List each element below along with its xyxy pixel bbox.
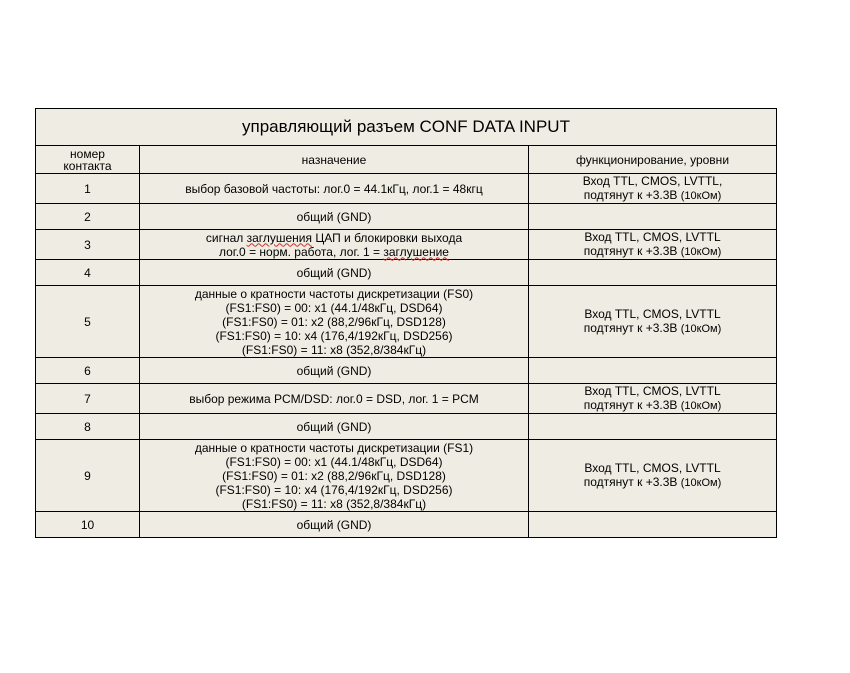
function-line: Вход TTL, CMOS, LVTTL (584, 384, 721, 398)
contact-number: 3 (36, 230, 140, 260)
purpose-line: лог.0 = норм. работа, лог. 1 = заглушение (219, 244, 449, 259)
contact-purpose: общий (GND) (140, 204, 529, 230)
purpose-line: сигнал заглушения ЦАП и блокировки выхода (205, 230, 463, 245)
contact-function (529, 230, 777, 260)
purpose-line: (FS1:FS0) = 00: x1 (44.1/48кГц, DSD64) (225, 300, 443, 315)
table-row (36, 512, 777, 538)
contact-purpose: общий (GND) (140, 512, 529, 538)
table-row (36, 174, 777, 204)
purpose-line: (FS1:FS0) = 11: x8 (352,8/384кГц) (241, 342, 427, 357)
contact-number: 1 (36, 174, 140, 204)
contact-number: 4 (36, 260, 140, 286)
header-purpose: назначение (140, 146, 529, 174)
contact-function (529, 384, 777, 414)
purpose-line: данные о кратности частоты дискретизации (FS0) (194, 286, 474, 301)
header-function: функционирование, уровни (529, 146, 777, 174)
table-row (36, 384, 777, 414)
table-row (36, 358, 777, 384)
contact-function (529, 358, 777, 384)
table-row (36, 440, 777, 512)
contact-number: 6 (36, 358, 140, 384)
table-row (36, 230, 777, 260)
contact-purpose: общий (GND) (140, 358, 529, 384)
purpose-line: (FS1:FS0) = 10: x4 (176,4/192кГц, DSD256) (215, 482, 453, 497)
contact-purpose (140, 286, 529, 358)
contact-function (529, 260, 777, 286)
purpose-line: (FS1:FS0) = 01: x2 (88,2/96кГц, DSD128) (222, 314, 446, 329)
contact-function (529, 440, 777, 512)
connector-table (35, 108, 777, 538)
table-row (36, 414, 777, 440)
header-contact-line1: номер (70, 146, 105, 161)
purpose-line: данные о кратности частоты дискретизации (FS1) (194, 440, 474, 455)
purpose-line: (FS1:FS0) = 00: x1 (44.1/48кГц, DSD64) (225, 454, 443, 469)
function-line: подтянут к +3.3В (10кОм) (583, 475, 722, 489)
table-row (36, 286, 777, 358)
contact-purpose: общий (GND) (140, 260, 529, 286)
function-line: Вход TTL, CMOS, LVTTL (584, 461, 721, 475)
contact-number: 8 (36, 414, 140, 440)
function-line: Вход TTL, CMOS, LVTTL (584, 230, 721, 244)
contact-purpose: общий (GND) (140, 414, 529, 440)
purpose-line: (FS1:FS0) = 11: x8 (352,8/384кГц) (241, 496, 427, 511)
header-contact-line2: контакта (63, 158, 112, 173)
contact-function (529, 204, 777, 230)
contact-number: 9 (36, 440, 140, 512)
connector-table-container (35, 108, 776, 538)
function-line: Вход TTL, CMOS, LVTTL, (582, 174, 723, 188)
function-line: подтянут к +3.3В (10кОм) (583, 244, 722, 258)
table-row (36, 260, 777, 286)
header-contact-number (36, 146, 140, 174)
contact-function (529, 512, 777, 538)
contact-function (529, 286, 777, 358)
function-line: Вход TTL, CMOS, LVTTL (584, 307, 721, 321)
table-row (36, 204, 777, 230)
function-line: подтянут к +3.3В (10кОм) (583, 188, 722, 202)
contact-purpose (140, 230, 529, 260)
contact-number: 10 (36, 512, 140, 538)
contact-purpose: выбор режима PCM/DSD: лог.0 = DSD, лог. 1 = PCM (140, 384, 529, 414)
function-line: подтянут к +3.3В (10кОм) (583, 398, 722, 412)
contact-number: 2 (36, 204, 140, 230)
contact-function (529, 414, 777, 440)
purpose-line: (FS1:FS0) = 01: x2 (88,2/96кГц, DSD128) (222, 468, 446, 483)
contact-number: 7 (36, 384, 140, 414)
table-title: управляющий разъем CONF DATA INPUT (36, 109, 777, 146)
purpose-line: (FS1:FS0) = 10: x4 (176,4/192кГц, DSD256) (215, 328, 453, 343)
contact-function (529, 174, 777, 204)
contact-purpose: выбор базовой частоты: лог.0 = 44.1кГц, лог.1 = 48кгц (140, 174, 529, 204)
contact-number: 5 (36, 286, 140, 358)
function-line: подтянут к +3.3В (10кОм) (583, 321, 722, 335)
contact-purpose (140, 440, 529, 512)
